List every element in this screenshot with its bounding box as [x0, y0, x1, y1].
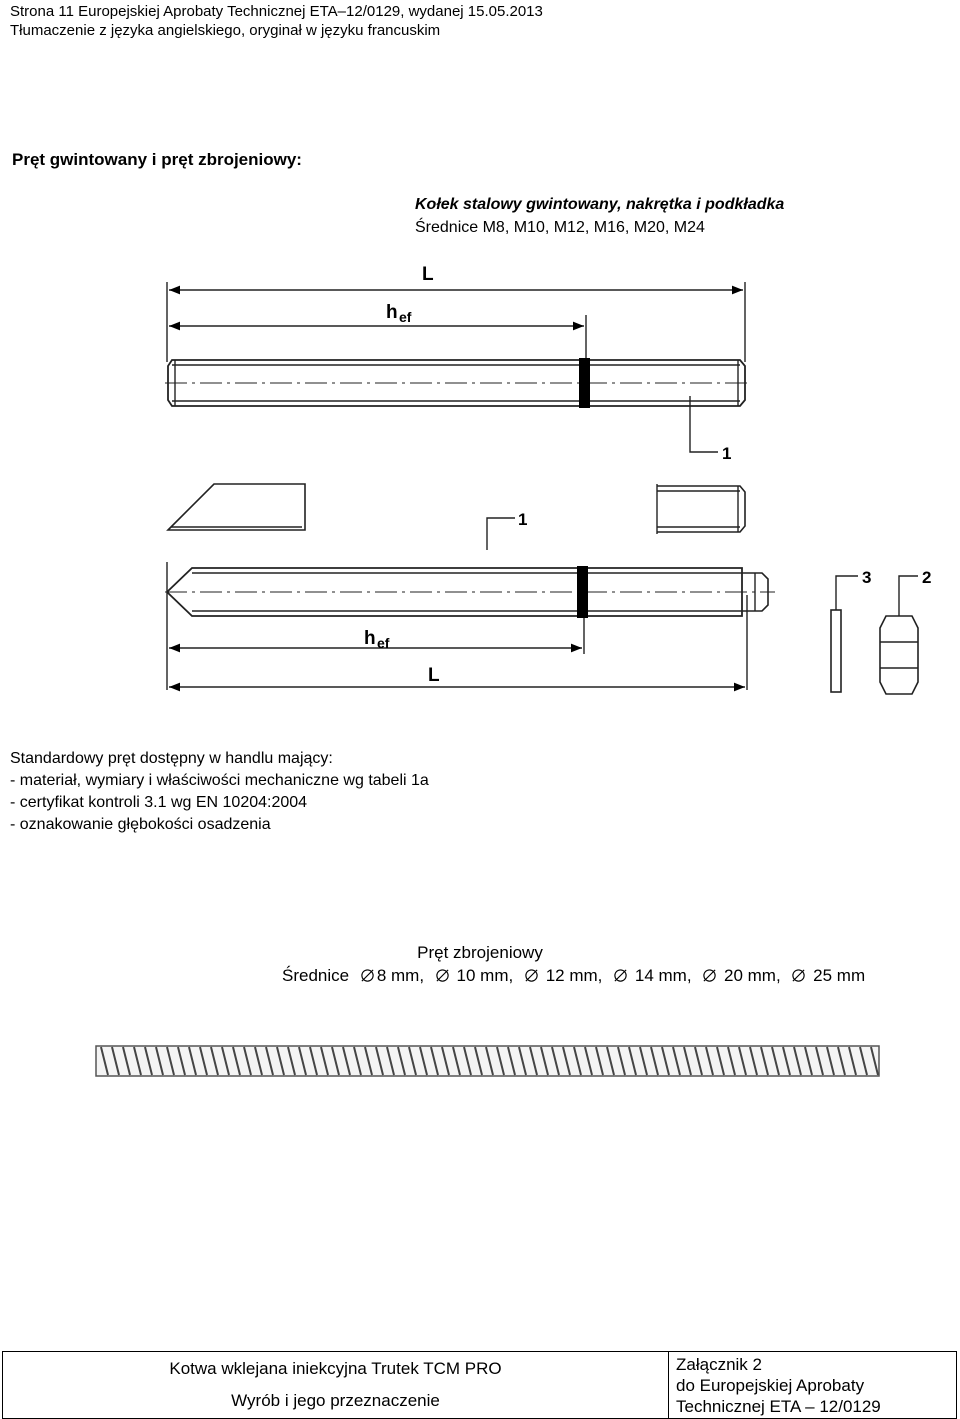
rebar-size: 14 mm, [613, 966, 691, 986]
diameter-icon [613, 968, 628, 983]
threaded-end-detail [657, 486, 745, 532]
description-line: - certyfikat kontroli 3.1 wg EN 10204:2004 [10, 794, 308, 811]
diameter-icon [524, 968, 539, 983]
footer-annex-line2: do Europejskiej Aprobaty [676, 1375, 865, 1395]
embedment-mark-bottom [577, 566, 588, 618]
footer-annex-cell [669, 1352, 957, 1419]
section-title: Pręt gwintowany i pręt zbrojeniowy: [12, 150, 302, 169]
threaded-rod-title: Kołek stalowy gwintowany, nakrętka i podkładka [415, 196, 785, 213]
rebar-title: Pręt zbrojeniowy [417, 943, 543, 962]
footer-table [2, 1351, 957, 1419]
header-line-2: Tłumaczenie z języka angielskiego, oryginał w języku francuskim [10, 22, 441, 39]
leader-part2 [899, 576, 918, 616]
ext-lines-bottom [167, 562, 747, 690]
label-part1-middle: 1 [518, 510, 528, 529]
chisel-point-detail [168, 484, 305, 530]
header-line-1: Strona 11 Europejskiej Aprobaty Technicznej ETA–12/0129, wydanej 15.05.2013 [10, 3, 543, 20]
rebar-size: 10 mm, [435, 966, 513, 986]
rebar-diameters-prefix: Średnice [282, 966, 350, 985]
rebar-drawing [95, 1043, 880, 1079]
label-h-bottom: h [364, 628, 376, 649]
footer-product: Kotwa wklejana iniekcyjna Trutek TCM PRO [169, 1359, 502, 1378]
footer-annex: Załącznik 2 [676, 1354, 762, 1374]
rebar-diameters [282, 966, 865, 986]
description-line: - oznakowanie głębokości osadzenia [10, 816, 271, 833]
footer-annex-line3: Technicznej ETA – 12/0129 [676, 1396, 881, 1416]
description-block [10, 748, 429, 836]
description-line: - materiał, wymiary i właściwości mechaniczne wg tabeli 1a [10, 772, 429, 789]
page-header [10, 2, 543, 40]
technical-drawing [0, 250, 960, 700]
label-L-bottom: L [428, 665, 440, 686]
threaded-rod-diameters: Średnice M8, M10, M12, M16, M20, M24 [415, 219, 705, 236]
diameter-icon [360, 968, 375, 983]
rebar-size: 12 mm, [524, 966, 602, 986]
leader-part1-middle [487, 518, 515, 550]
description-line: Standardowy pręt dostępny w handlu mający: [10, 750, 333, 767]
washer [831, 610, 841, 692]
label-part2: 2 [922, 568, 932, 587]
label-ef-top: ef [399, 309, 412, 325]
footer-subtitle: Wyrób i jego przeznaczenie [231, 1391, 440, 1410]
rebar-size: 20 mm, [702, 966, 780, 986]
label-h-top: h [386, 302, 398, 323]
footer-product-cell [3, 1352, 669, 1419]
diameter-icon [791, 968, 806, 983]
diameter-icon [702, 968, 717, 983]
label-part3: 3 [862, 568, 872, 587]
label-ef-bottom: ef [377, 635, 390, 651]
label-part1-top: 1 [722, 444, 732, 463]
leader-part3 [836, 576, 858, 610]
diameter-icon [435, 968, 450, 983]
rebar-size: 8 mm, [360, 966, 424, 986]
label-L-top: L [422, 264, 434, 285]
rebar-size: 25 mm [791, 966, 865, 986]
leader-part1-top [690, 396, 718, 452]
hex-nut [880, 616, 918, 694]
embedment-mark-top [579, 358, 590, 408]
